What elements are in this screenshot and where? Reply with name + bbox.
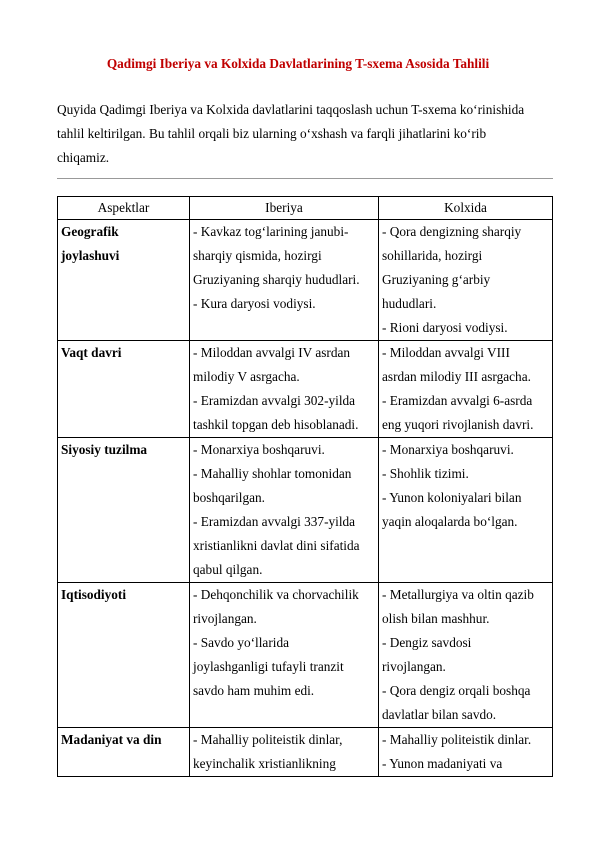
- intro-line: chiqamiz.: [57, 150, 110, 165]
- cell-line: - Monarxiya boshqaruvi.: [382, 442, 514, 457]
- cell-line: - Yunon koloniyalari bilan: [382, 490, 522, 505]
- cell-line: eng yuqori rivojlanish davri.: [382, 417, 534, 432]
- cell-line: - Kura daryosi vodiysi.: [193, 296, 316, 311]
- cell-line: Iqtisodiyoti: [61, 587, 127, 602]
- cell-line: asrdan milodiy III asrgacha.: [382, 369, 531, 384]
- cell-line: - Shohlik tizimi.: [382, 466, 469, 481]
- cell-line: - Mahalliy politeistik dinlar,: [193, 732, 343, 747]
- cell-line: keyinchalik xristianlikning: [193, 756, 336, 771]
- cell-line: - Dengiz savdosi: [382, 635, 472, 650]
- cell-line: - Qora dengiz orqali boshqa: [382, 683, 531, 698]
- cell-line: - Dehqonchilik va chorvachilik: [193, 587, 359, 602]
- aspect-cell: [58, 341, 190, 438]
- kolxida-cell: [379, 220, 553, 341]
- iberiya-cell: [190, 438, 379, 583]
- cell-line: Siyosiy tuzilma: [61, 442, 148, 457]
- header-aspektlar: Aspektlar: [58, 197, 190, 220]
- iberiya-cell: [190, 220, 379, 341]
- kolxida-cell: [379, 583, 553, 728]
- cell-line: - Eramizdan avvalgi 337-yilda: [193, 514, 356, 529]
- cell-line: Gruziyaning g‘arbiy: [382, 272, 491, 287]
- cell-line: xristianlikni davlat dini sifatida: [193, 538, 360, 553]
- cell-line: - Miloddan avvalgi VIII: [382, 345, 510, 360]
- iberiya-cell: [190, 341, 379, 438]
- kolxida-cell: [379, 341, 553, 438]
- iberiya-cell: [190, 728, 379, 777]
- cell-line: - Mahalliy shohlar tomonidan: [193, 466, 352, 481]
- table-row: [58, 728, 553, 777]
- cell-line: - Yunon madaniyati va: [382, 756, 503, 771]
- cell-line: - Eramizdan avvalgi 302-yilda: [193, 393, 356, 408]
- cell-line: hududlari.: [382, 296, 437, 311]
- header-iberiya: Iberiya: [190, 197, 379, 220]
- table-row: [58, 438, 553, 583]
- aspect-cell: [58, 438, 190, 583]
- cell-line: Vaqt davri: [61, 345, 122, 360]
- header-kolxida: Kolxida: [379, 197, 553, 220]
- cell-line: savdo ham muhim edi.: [193, 683, 315, 698]
- aspect-cell: [58, 220, 190, 341]
- cell-line: yaqin aloqalarda bo‘lgan.: [382, 514, 518, 529]
- cell-line: tashkil topgan deb hisoblanadi.: [193, 417, 359, 432]
- cell-line: - Metallurgiya va oltin qazib: [382, 587, 534, 602]
- cell-line: Madaniyat va din: [61, 732, 162, 747]
- cell-line: milodiy V asrgacha.: [193, 369, 300, 384]
- cell-line: boshqarilgan.: [193, 490, 266, 505]
- iberiya-cell: [190, 583, 379, 728]
- cell-line: - Mahalliy politeistik dinlar.: [382, 732, 532, 747]
- cell-line: - Qora dengizning sharqiy: [382, 224, 522, 239]
- table-header-row: [58, 197, 553, 220]
- cell-line: - Miloddan avvalgi IV asrdan: [193, 345, 351, 360]
- cell-line: sharqiy qismida, hozirgi: [193, 248, 322, 263]
- cell-line: - Rioni daryosi vodiysi.: [382, 320, 508, 335]
- aspect-cell: [58, 728, 190, 777]
- cell-line: - Eramizdan avvalgi 6-asrda: [382, 393, 533, 408]
- intro-line: tahlil keltirilgan. Bu tahlil orqali biz ularning o‘xshash va farqli jihatlarini ko‘rib: [57, 126, 487, 141]
- cell-line: Gruziyaning sharqiy hududlari.: [193, 272, 360, 287]
- table-row: [58, 341, 553, 438]
- cell-line: sohillarida, hozirgi: [382, 248, 483, 263]
- cell-line: rivojlangan.: [193, 611, 257, 626]
- horizontal-rule: [57, 178, 553, 179]
- kolxida-cell: [379, 438, 553, 583]
- t-chart-table: [57, 196, 553, 777]
- cell-line: olish bilan mashhur.: [382, 611, 490, 626]
- cell-line: joylashganligi tufayli tranzit: [193, 659, 344, 674]
- table-row: [58, 220, 553, 341]
- cell-line: - Kavkaz tog‘larining janubi-: [193, 224, 349, 239]
- cell-line: - Monarxiya boshqaruvi.: [193, 442, 325, 457]
- intro-line: Quyida Qadimgi Iberiya va Kolxida davlatlarini taqqoslash uchun T-sxema ko‘rinishida: [57, 102, 525, 117]
- kolxida-cell: [379, 728, 553, 777]
- cell-line: davlatlar bilan savdo.: [382, 707, 497, 722]
- cell-line: Geografik: [61, 224, 119, 239]
- table-row: [58, 583, 553, 728]
- cell-line: - Savdo yo‘llarida: [193, 635, 290, 650]
- intro-paragraph: [57, 98, 557, 170]
- aspect-cell: [58, 583, 190, 728]
- cell-line: joylashuvi: [61, 248, 120, 263]
- cell-line: qabul qilgan.: [193, 562, 263, 577]
- document-title: Qadimgi Iberiya va Kolxida Davlatlarining T-sxema Asosida Tahlili: [106, 56, 490, 71]
- cell-line: rivojlangan.: [382, 659, 446, 674]
